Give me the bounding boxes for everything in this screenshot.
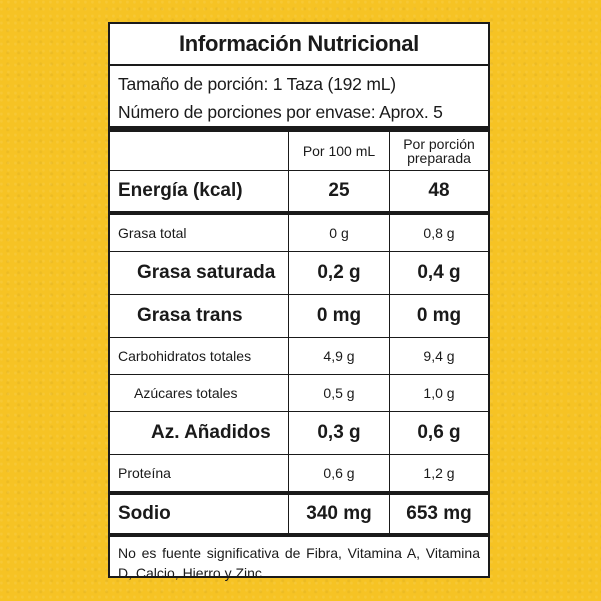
table-row-energy [110, 171, 488, 214]
nutrient-label: Az. Añadidos [110, 412, 289, 455]
nutrient-label: Energía (kcal) [110, 171, 289, 214]
table-row-added-sugars [110, 412, 488, 455]
nutrient-per-serving: 0,4 g [390, 252, 489, 295]
nutrient-per-serving: 9,4 g [390, 338, 489, 375]
serving-info [110, 66, 488, 132]
nutrient-label: Grasa saturada [110, 252, 289, 295]
header-per-100ml: Por 100 mL [289, 132, 390, 171]
nutrient-per-serving: 0,8 g [390, 213, 489, 252]
nutrient-per-serving: 0,6 g [390, 412, 489, 455]
servings-per-container: Número de porciones por envase: Aprox. 5 [118, 102, 443, 122]
nutrient-label: Azúcares totales [110, 375, 289, 412]
nutrient-label: Sodio [110, 493, 289, 535]
nutrient-per-serving: 1,0 g [390, 375, 489, 412]
nutrient-table [110, 132, 488, 537]
nutrient-per-100: 0,2 g [289, 252, 390, 295]
nutrient-per-100: 25 [289, 171, 390, 214]
table-header-row [110, 132, 488, 171]
nutrient-per-serving: 1,2 g [390, 455, 489, 494]
nutrient-label: Proteína [110, 455, 289, 494]
table-row-protein [110, 455, 488, 494]
table-row-total-fat [110, 213, 488, 252]
table-row-trans-fat [110, 295, 488, 338]
footnote: No es fuente significativa de Fibra, Vitamina A, Vitamina D, Calcio, Hierro y Zinc. [118, 545, 480, 581]
nutrient-per-100: 0 g [289, 213, 390, 252]
nutrient-per-serving: 48 [390, 171, 489, 214]
nutrient-per-100: 4,9 g [289, 338, 390, 375]
table-row-carbohydrates [110, 338, 488, 375]
nutrient-per-serving: 0 mg [390, 295, 489, 338]
nutrition-facts-label [108, 22, 490, 581]
nutrient-per-100: 0,5 g [289, 375, 390, 412]
header-per-serving [390, 132, 489, 171]
label-title: Información Nutricional [110, 24, 488, 66]
serving-size: Tamaño de porción: 1 Taza (192 mL) [118, 74, 396, 94]
nutrient-per-serving: 653 mg [390, 493, 489, 535]
nutrient-per-100: 0 mg [289, 295, 390, 338]
nutrient-per-100: 340 mg [289, 493, 390, 535]
nutrient-per-100: 0,3 g [289, 412, 390, 455]
nutrient-label: Carbohidratos totales [110, 338, 289, 375]
table-row-total-sugars [110, 375, 488, 412]
nutrient-per-100: 0,6 g [289, 455, 390, 494]
header-per-serving-line1: Por porción [403, 136, 475, 152]
table-row-sodium [110, 493, 488, 535]
table-row-saturated-fat [110, 252, 488, 295]
header-per-serving-line2: preparada [407, 150, 471, 166]
header-empty-cell [110, 132, 289, 171]
nutrient-label: Grasa total [110, 213, 289, 252]
nutrient-label: Grasa trans [110, 295, 289, 338]
